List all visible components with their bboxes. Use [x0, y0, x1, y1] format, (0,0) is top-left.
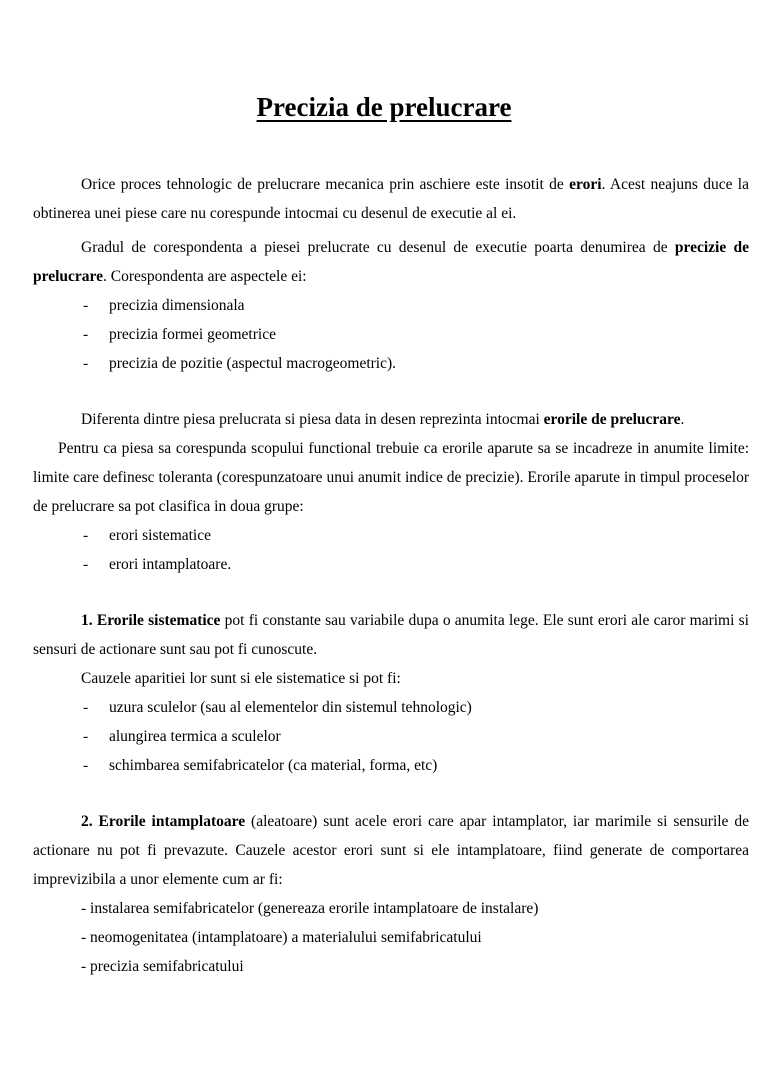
list-item — [33, 521, 749, 550]
errors-text-end: . — [680, 411, 685, 428]
list-item-text: uzura sculelor (sau al elementelor din sistemul tehnologic) — [109, 699, 472, 716]
list-item: - precizia semifabricatului — [81, 958, 244, 975]
errors-definition-paragraph — [33, 405, 749, 434]
intro-bold: erori — [569, 176, 602, 193]
errors-text: Diferenta dintre piesa prelucrata si piesa data in desen reprezinta intocmai — [81, 411, 544, 428]
list-dash: - — [83, 699, 89, 716]
list-dash: - — [83, 355, 89, 372]
list-item — [33, 722, 749, 751]
list-dash: - — [83, 326, 89, 343]
random-bold: 2. Erorile intamplatoare — [81, 813, 246, 830]
list-item-text: precizia de pozitie (aspectul macrogeometric). — [109, 355, 397, 372]
precision-text-end: . Corespondenta are aspectele ei: — [103, 268, 307, 285]
precision-bold: precizie de prelucrare — [33, 239, 749, 285]
systematic-errors-paragraph — [33, 606, 749, 664]
document-body — [33, 170, 749, 981]
errors-bold: erorile de prelucrare — [543, 411, 681, 428]
list-dash: - — [83, 728, 89, 745]
list-item-text: erori intamplatoare. — [109, 556, 232, 573]
intro-paragraph — [33, 170, 749, 228]
random-text: (aleatoare) sunt acele erori care apar intamplator, iar marimile si sensurile de actionare nu pot fi prevazute. Cauzele acestor erori sunt si ele intamplatoare, fiind generate de comportarea imprevizibila a unor elemente cum ar fi: — [33, 813, 749, 888]
systematic-causes-list — [33, 693, 749, 780]
list-item — [33, 550, 749, 579]
groups-list — [33, 521, 749, 579]
intro-text-end: . Acest neajuns duce la obtinerea unei piese care nu corespunde intocmai cu desenul de executie al ei. — [33, 176, 749, 222]
random-errors-paragraph — [33, 807, 749, 894]
precision-text: Gradul de corespondenta a piesei prelucrate cu desenul de executie poarta denumirea de — [81, 239, 675, 256]
list-item-text: alungirea termica a sculelor — [109, 728, 281, 745]
list-dash: - — [83, 757, 89, 774]
precision-definition-paragraph — [33, 233, 749, 291]
list-item — [33, 291, 749, 320]
aspects-list — [33, 291, 749, 378]
list-item — [33, 693, 749, 722]
list-item — [33, 320, 749, 349]
list-dash: - — [83, 527, 89, 544]
random-causes-list — [33, 894, 749, 981]
list-item: - instalarea semifabricatelor (genereaza erorile intamplatoare de instalare) — [81, 900, 539, 917]
list-item-text: schimbarea semifabricatelor (ca material, forma, etc) — [109, 757, 438, 774]
list-item-text: erori sistematice — [109, 527, 211, 544]
list-item-text: precizia dimensionala — [109, 297, 245, 314]
list-item — [33, 349, 749, 378]
systematic-causes-intro: Cauzele aparitiei lor sunt si ele sistematice si pot fi: — [81, 670, 401, 687]
systematic-bold: 1. Erorile sistematice — [81, 612, 221, 629]
list-item-text: precizia formei geometrice — [109, 326, 276, 343]
intro-text: Orice proces tehnologic de prelucrare mecanica prin aschiere este insotit de — [81, 176, 570, 193]
tolerance-paragraph: Pentru ca piesa sa corespunda scopului functional trebuie ca erorile aparute sa se incadreze in anumite limite: limite care definesc toleranta (corespunzatoare unui anumit indice de precizie). Erorile aparute in timpul proceselor de prelucrare sa pot clasifica in doua grupe: — [33, 440, 749, 515]
list-dash: - — [83, 297, 89, 314]
list-item — [33, 751, 749, 780]
systematic-text: pot fi constante sau variabile dupa o anumita lege. Ele sunt erori ale caror marimi si sensuri de actionare sunt sau pot fi cunoscute. — [33, 612, 749, 658]
page-title: Precizia de prelucrare — [256, 92, 512, 122]
list-item: - neomogenitatea (intamplatoare) a materialului semifabricatului — [81, 929, 482, 946]
list-dash: - — [83, 556, 89, 573]
